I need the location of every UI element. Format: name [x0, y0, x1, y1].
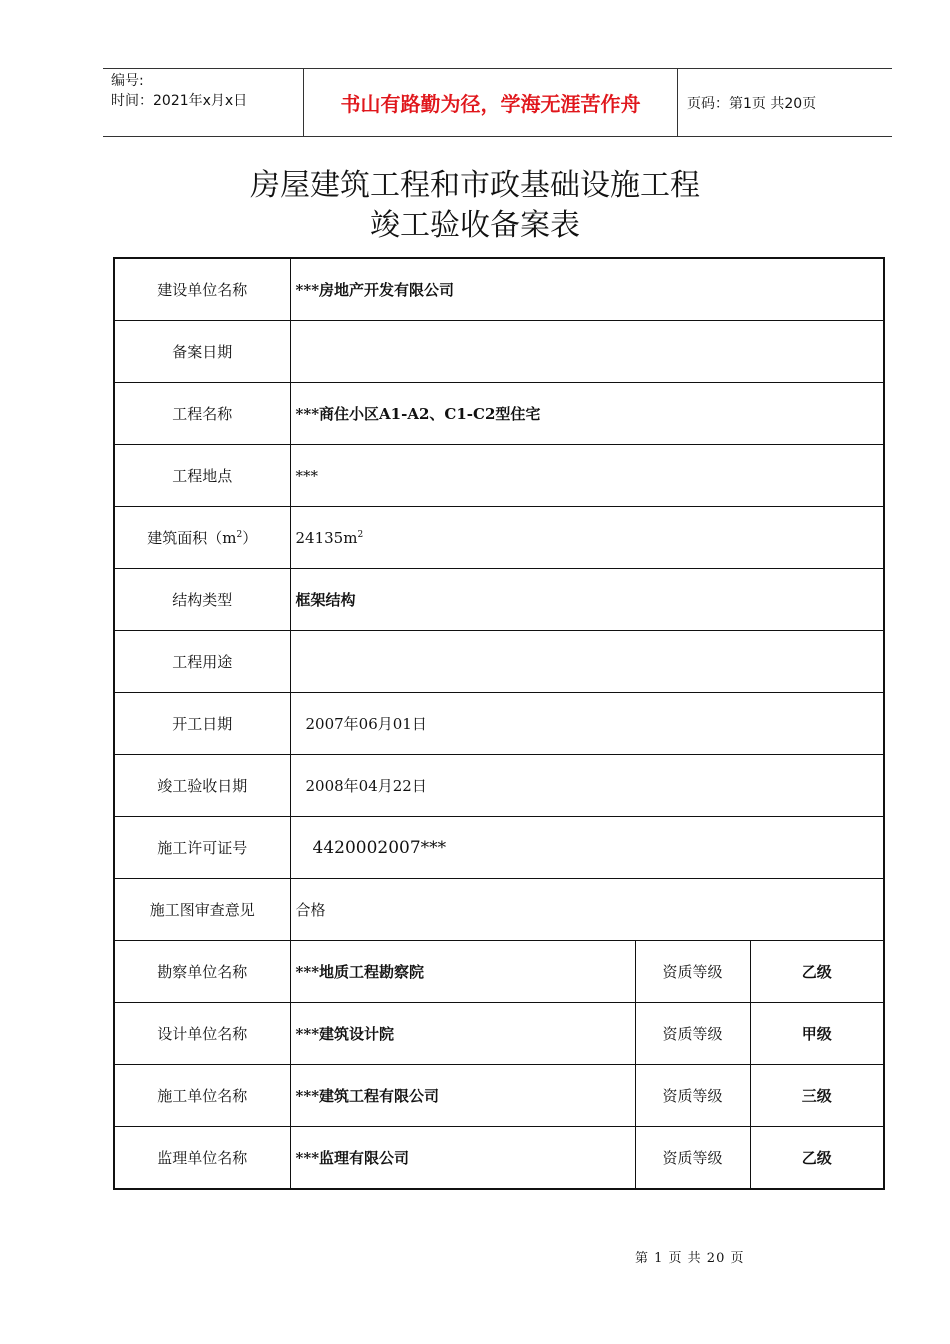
area-label-text: 建筑面积（m	[147, 529, 237, 547]
page-footer: 第 1 页 共 20 页	[635, 1251, 745, 1266]
row-value: 2007年06月01日	[290, 693, 884, 755]
row-label	[114, 507, 290, 569]
table-row	[114, 569, 884, 631]
table-row	[114, 1127, 884, 1190]
qualification-label: 资质等级	[635, 1065, 750, 1127]
table-row	[114, 755, 884, 817]
row-value: ***商住小区A1-A2、C1-C2型住宅	[290, 383, 884, 445]
filing-form-table	[113, 257, 885, 1190]
unit-value: ***建筑设计院	[290, 1003, 635, 1065]
qualification-label: 资质等级	[635, 1003, 750, 1065]
row-label: 开工日期	[114, 693, 290, 755]
qualification-label: 资质等级	[635, 941, 750, 1003]
table-row	[114, 1003, 884, 1065]
header-page-info: 页码：第1页 共20页	[687, 95, 817, 112]
row-label: 结构类型	[114, 569, 290, 631]
unit-label: 设计单位名称	[114, 1003, 290, 1065]
table-row	[114, 445, 884, 507]
table-row	[114, 383, 884, 445]
row-label: 备案日期	[114, 321, 290, 383]
page-header	[103, 68, 892, 137]
area-value-sup: 2	[357, 529, 364, 540]
row-value: 2008年04月22日	[290, 755, 884, 817]
qualification-value: 乙级	[750, 1127, 884, 1190]
row-value: ***房地产开发有限公司	[290, 258, 884, 321]
form-title-line2: 竣工验收备案表	[370, 208, 580, 243]
header-motto: 书山有路勤为径，学海无涯苦作舟	[340, 92, 641, 116]
table-row	[114, 631, 884, 693]
table-row	[114, 941, 884, 1003]
table-row	[114, 258, 884, 321]
qualification-value: 乙级	[750, 941, 884, 1003]
table-row	[114, 321, 884, 383]
unit-value: ***地质工程勘察院	[290, 941, 635, 1003]
row-value	[290, 321, 884, 383]
table-row	[114, 693, 884, 755]
row-label: 竣工验收日期	[114, 755, 290, 817]
row-value: 4420002007***	[290, 817, 884, 879]
area-label-tail: ）	[242, 529, 258, 547]
table-row	[114, 817, 884, 879]
table-row	[114, 879, 884, 941]
table-row	[114, 507, 884, 569]
unit-label: 勘察单位名称	[114, 941, 290, 1003]
row-label: 施工许可证号	[114, 817, 290, 879]
unit-label: 施工单位名称	[114, 1065, 290, 1127]
unit-value: ***监理有限公司	[290, 1127, 635, 1190]
row-value: 合格	[290, 879, 884, 941]
row-label: 工程名称	[114, 383, 290, 445]
header-divider	[677, 69, 678, 136]
row-label: 施工图审查意见	[114, 879, 290, 941]
qualification-value: 三级	[750, 1065, 884, 1127]
table-row	[114, 1065, 884, 1127]
row-label: 建设单位名称	[114, 258, 290, 321]
row-value	[290, 507, 884, 569]
area-label-sup: 2	[236, 530, 243, 540]
code-label: 编号:	[111, 73, 144, 89]
area-value-text: 24135m	[295, 528, 358, 547]
header-meta	[111, 71, 247, 111]
unit-value: ***建筑工程有限公司	[290, 1065, 635, 1127]
qualification-value: 甲级	[750, 1003, 884, 1065]
qualification-label: 资质等级	[635, 1127, 750, 1190]
row-value: ***	[290, 445, 884, 507]
row-value	[290, 631, 884, 693]
form-title-line1: 房屋建筑工程和市政基础设施工程	[250, 168, 700, 203]
row-value: 框架结构	[290, 569, 884, 631]
unit-label: 监理单位名称	[114, 1127, 290, 1190]
row-label: 工程地点	[114, 445, 290, 507]
row-label: 工程用途	[114, 631, 290, 693]
time-label: 时间：2021年x月x日	[111, 93, 248, 109]
